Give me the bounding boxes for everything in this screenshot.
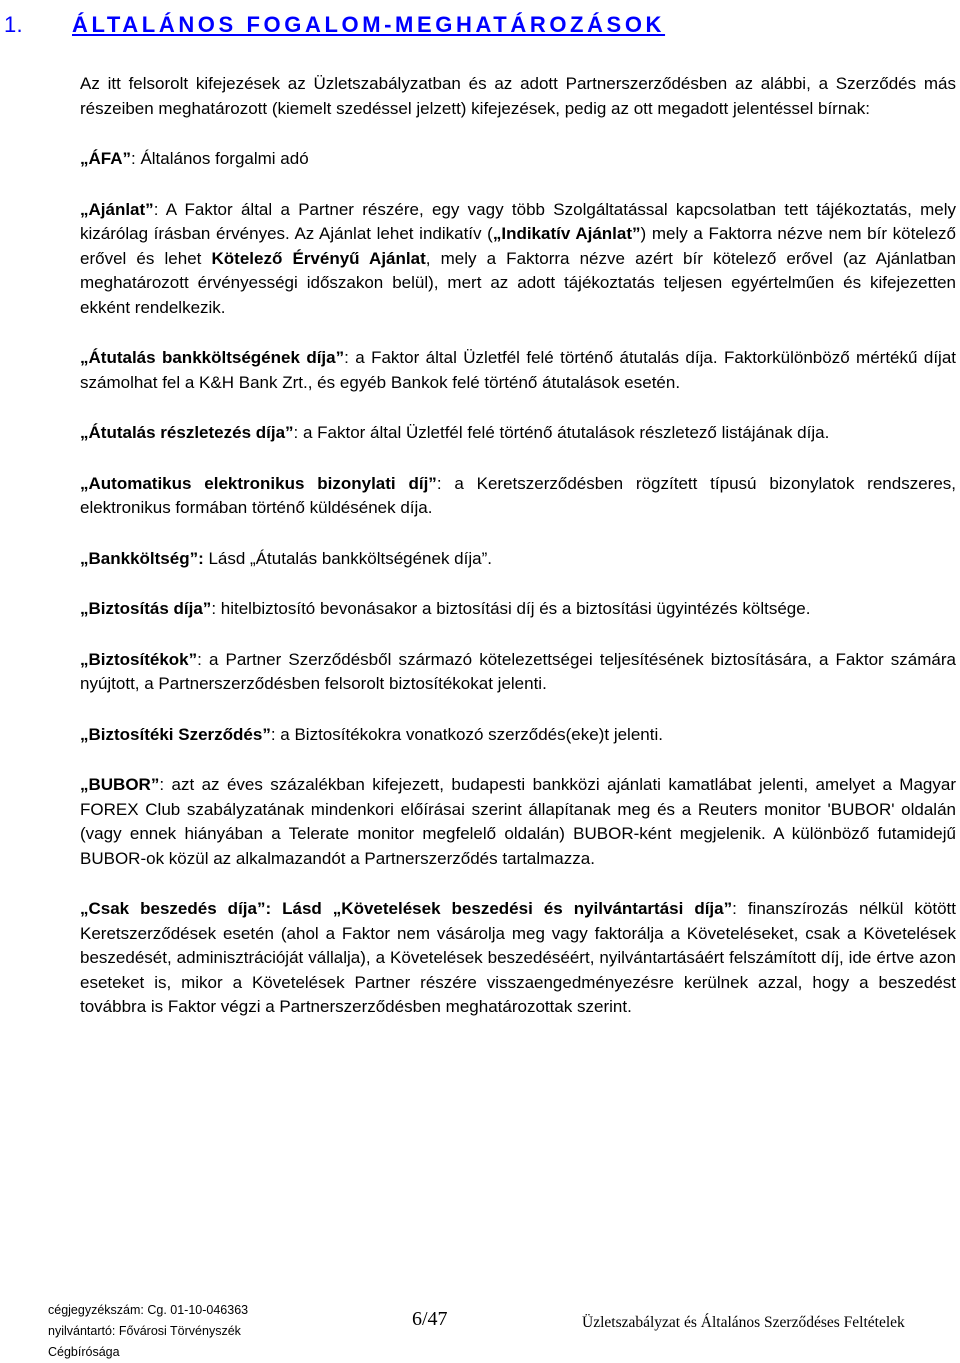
definition-text: : a Keretszerződésben rögzített típusú bizonylatok rendszeres, elektronikus formában történő küldésének díja.: [80, 473, 957, 517]
definition-term: „Ajánlat”: [80, 199, 154, 219]
definition-subterm: Kötelező Érvényű Ajánlat: [211, 248, 426, 268]
footer-company-info: [48, 1300, 248, 1363]
definition-term: „Átutalás bankköltségének díja”: [80, 348, 345, 367]
definition-bubor: [80, 773, 956, 871]
definition-csak-beszedes: [80, 897, 956, 1020]
definition-text: : Általános forgalmi adó: [131, 149, 309, 168]
definition-bankkoltseg: [80, 547, 956, 572]
definition-text: : A Faktor által a Partner részére, egy vagy több Szolgáltatással kapcsolatban tett tájékoztatás, mely kizárólag írásban érvényes. Az Ajánlat lehet indikatív (: [80, 199, 956, 243]
definition-text: : a Faktor által Üzletfél felé történő átutalás díja. Faktorkülönböző mértékű díjat számolhat fel a K&H Bank Zrt., és egyéb Bankok felé történő átutalások esetén.: [80, 348, 956, 392]
section-heading: [0, 6, 960, 42]
definition-biztositeki-szerzodes: [80, 723, 956, 748]
section-number: 1.: [4, 12, 23, 37]
footer-registration-number: cégjegyzékszám: Cg. 01-10-046363: [48, 1303, 249, 1317]
definition-term: „ÁFA”: [80, 149, 131, 168]
definition-term: „BUBOR”: [80, 775, 160, 794]
definitions-body: [80, 72, 956, 1046]
footer-court: Cégbírósága: [48, 1345, 120, 1359]
intro-paragraph: Az itt felsorolt kifejezések az Üzletszabályzatban és az adott Partnerszerződésben az alábbi, a Szerződés más részeiben meghatározott (kiemelt szedéssel jelzett) kifejezések, pedig az ott megadott jelentéssel bírnak:: [80, 74, 956, 118]
footer-document-title: Üzletszabályzat és Általános Szerződéses Feltételek: [582, 1314, 905, 1331]
definition-automatikus: [80, 472, 956, 521]
definition-afa: [80, 147, 956, 172]
section-title: ÁLTALÁNOS FOGALOM-MEGHATÁROZÁSOK: [72, 12, 666, 37]
definition-atutalas-bankkoltseg: [80, 346, 956, 395]
definition-subterm: „Indikatív Ajánlat”: [492, 224, 641, 243]
definition-term: „Átutalás részletezés díja”: [80, 423, 294, 442]
footer-registrar: nyilvántartó: Fővárosi Törvényszék: [48, 1324, 241, 1338]
definition-term: „Csak beszedés díja”: Lásd „Követelések beszedési és nyilvántartási díja”: [80, 899, 733, 918]
definition-text: : a Faktor által Üzletfél felé történő átutalások részletező listájának díja.: [293, 423, 830, 442]
definition-text: : hitelbiztosító bevonásakor a biztosítási díj és a biztosítási ügyintézés költsége.: [211, 599, 811, 618]
definition-text: : a Biztosítékokra vonatkozó szerződés(eke)t jelenti.: [270, 724, 663, 744]
definition-text: Lásd „Átutalás bankköltségének díja”.: [203, 548, 492, 568]
definition-term: „Automatikus elektronikus bizonylati díj”: [80, 473, 437, 493]
definition-term: „Biztosítás díja”: [80, 599, 212, 618]
definition-text: : azt az éves százalékban kifejezett, budapesti bankközi ajánlati kamatlábat jelenti, amelyet a Magyar FOREX Club szabályzatának mindenkori előírásai szerint állapítanak meg és a Reuters monitor 'BUBOR' oldalán (vagy ennek hiányában a Telerate monitor megfelelő oldalán) BUBOR-ként megjelenik. A különböző futamidejű BUBOR-ok közül az alkalmazandót a Partnerszerződés tartalmazza.: [80, 775, 956, 868]
definition-text: : a Partner Szerződésből származó kötelezettségei teljesítésének biztosítására, a Faktor számára nyújtott, a Partnerszerződésben felsorolt biztosítékokat jelenti.: [80, 649, 956, 693]
definition-term: „Biztosítékok”: [80, 649, 198, 669]
definition-term: „Bankköltség”:: [80, 548, 204, 568]
page-footer: [0, 1296, 960, 1359]
page-number: 6/47: [412, 1308, 448, 1330]
definition-text: ) mely a Faktorra nézve nem bír kötelező erővel és lehet: [80, 224, 956, 268]
definition-atutalas-reszletezes: [80, 421, 956, 446]
definition-text: , mely a Faktorra nézve azért bír kötelező erővel (az Ajánlatban meghatározott érvényességi időszakon belül), mert az adott tájékoztatás teljesen egyértelműen és kifejezetten ekként rendelkezik.: [80, 248, 956, 317]
definition-text: : finanszírozás nélkül kötött Keretszerződések esetén (ahol a Faktor nem vásárolja meg vagy faktorálja a Követeléseket, csak a Követelések beszedését, adminisztrációját vállalja), a Követelések beszedéséért, nyilvántartásáért felszámított díj, ide értve azon eseteket is, mikor a Követelések Partner részére visszaengedményezésre kerülnek azzal, hogy a beszedést továbbra is Faktor végzi a Partnerszerződésben meghatározottak szerint.: [80, 899, 956, 1016]
definition-biztositekok: [80, 648, 956, 697]
definition-biztositas: [80, 597, 956, 622]
definition-term: „Biztosítéki Szerződés”: [80, 724, 271, 744]
definition-ajanlat: [80, 198, 956, 321]
